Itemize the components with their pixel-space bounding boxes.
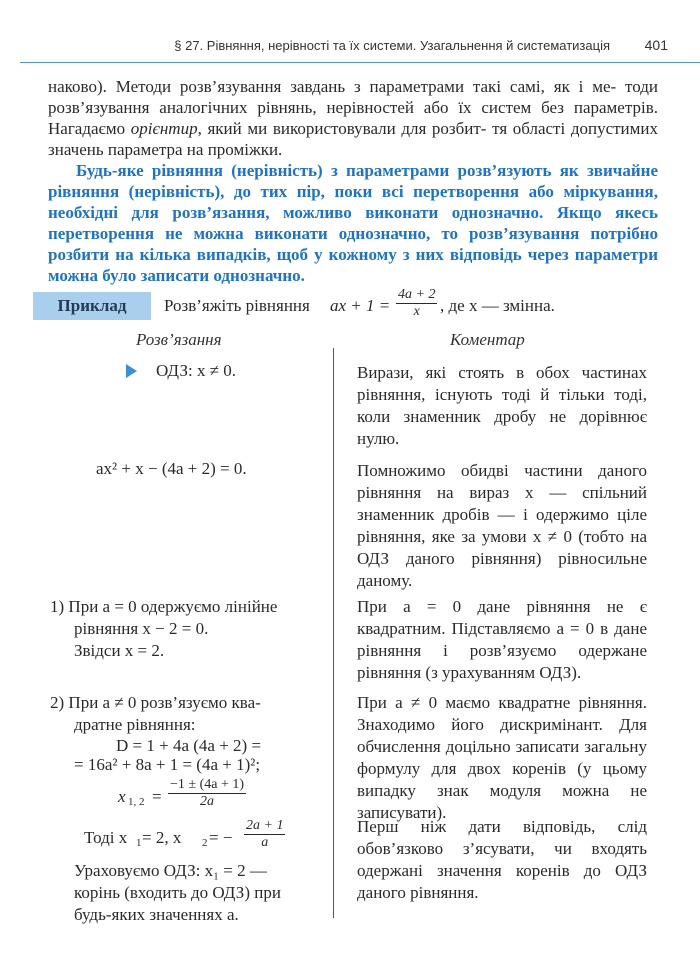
subscript-2: 2 (202, 837, 208, 849)
comment-5: Перш ніж дати відповідь, слід обов’язково з’ясувати, чи входять одержані значення коренів до ОДЗ даного рівняння. (357, 817, 647, 902)
intro-line: тя області допустимих значень параметра на проміжки. (48, 119, 659, 159)
discriminant-line-2: = 16a² + 8a + 1 = (4a + 1)²; (74, 755, 261, 774)
then-denominator: a (261, 835, 269, 850)
roots-var: x (118, 787, 126, 806)
task-fraction-numerator: 4a + 2 (398, 287, 436, 302)
case-1-line: рівняння x − 2 = 0. (74, 619, 209, 638)
page-number: 401 (644, 37, 668, 53)
comment-1: Вирази, які стоять в обох частинах рівняння, існують тоді й тільки тоді, коли знаменник дробу не дорівнює нулю. (357, 363, 647, 448)
solution-header: Розв’язання (136, 330, 222, 349)
then-fraction (244, 818, 285, 851)
example-task (164, 287, 684, 331)
roots-numerator: −1 ± (4a + 1) (170, 777, 245, 792)
comment-3: При a = 0 дане рівняння не є квадратним. Підставляємо a = 0 в дане рівняння і розв’язуємо одержане рівняння (з урахуванням ОДЗ). (357, 597, 647, 682)
intro-paragraph (48, 76, 658, 160)
comment-4: При a ≠ 0 маємо квадратне рівняння. Знаходимо його дискримінант. Для обчислення доцільно записати загальну формулу для двох коренів (у цьому випадку знак модуля можна не записувати). (357, 693, 647, 822)
case-1 (50, 596, 330, 662)
page-header (0, 0, 700, 68)
case-2-intro (50, 692, 330, 736)
odz-line: ОДЗ: x ≠ 0. (156, 361, 237, 380)
header-divider (20, 62, 700, 63)
task-fraction-denominator: x (413, 304, 420, 319)
intro-line: тоди розв’язування аналогічних рівнянь, нерівностей або їх систем без (48, 77, 658, 117)
roots-formula (118, 774, 318, 818)
case-2-line: 2) При a ≠ 0 розв’язуємо ква- (50, 693, 261, 712)
odz-check-line: будь-яких значеннях a. (74, 905, 239, 924)
then-numerator: 2a + 1 (246, 818, 284, 833)
then-prefix: Тоді x (84, 828, 128, 847)
odz-check-line: Ураховуємо ОДЗ: x₁ = 2 — (74, 861, 267, 880)
task-suffix: , де x — змінна. (440, 296, 555, 315)
comment-2: Помножимо обидві частини даного рівняння на вираз x — спільний знаменник дробів — і одержимо ціле рівняння, яке за умови x ≠ 0 (тобто на ОДЗ даного рівняння) рівносильне даному. (357, 461, 647, 590)
section-title: § 27. Рівняння, нерівності та їх системи. Узагальнення й систематизація (174, 38, 610, 53)
intro-emphasis: орієнтир (130, 119, 198, 138)
intro-line: , який ми використовували для розбит- (197, 119, 487, 138)
case-1-line: 1) При a = 0 одержуємо лінійне (50, 597, 278, 616)
intro-line: параметрів. Нагадаємо (48, 98, 658, 138)
play-arrow-icon (126, 364, 137, 378)
then-mid: = 2, x (142, 828, 182, 847)
task-fraction (396, 287, 437, 320)
comment-header: Коментар (450, 330, 525, 349)
column-divider (333, 348, 334, 918)
subscript-1: 1 (136, 837, 142, 849)
roots-fraction (168, 777, 246, 810)
transformed-equation: ax² + x − (4a + 2) = 0. (96, 459, 247, 478)
then-eq: = − (209, 828, 233, 847)
task-prefix: Розв’яжіть рівняння (164, 296, 310, 315)
roots-subscript: 1, 2 (128, 796, 145, 808)
discriminant-line-1: D = 1 + 4a (4a + 2) = (116, 736, 262, 755)
odz-check-line: корінь (входить до ОДЗ) при (74, 883, 281, 902)
case-2-line: дратне рівняння: (74, 715, 196, 734)
roots-result (84, 816, 324, 860)
example-label: Приклад (33, 292, 151, 320)
task-equation-left: ax + 1 = (330, 296, 391, 315)
highlighted-rule: Будь-яке рівняння (нерівність) з параметрами розв’язують як звичайне рівняння (нерівність), до тих пір, поки всі перетворення або міркування, необхідні для розв’язання, можливо виконати однозначно. Якщо якесь перетворення не можна виконати однозначно, то розв’язування потрібно розбити на кілька випадків, щоб у кожному з них відповідь через параметри можна було записати однозначно. (48, 161, 658, 285)
odz-check (74, 860, 326, 926)
case-1-line: Звідси x = 2. (74, 641, 165, 660)
intro-line: наково). Методи розв’язування завдань з параметрами такі самі, як і ме- (48, 77, 617, 96)
roots-denominator: 2a (200, 794, 214, 809)
roots-equals: = (152, 787, 162, 806)
